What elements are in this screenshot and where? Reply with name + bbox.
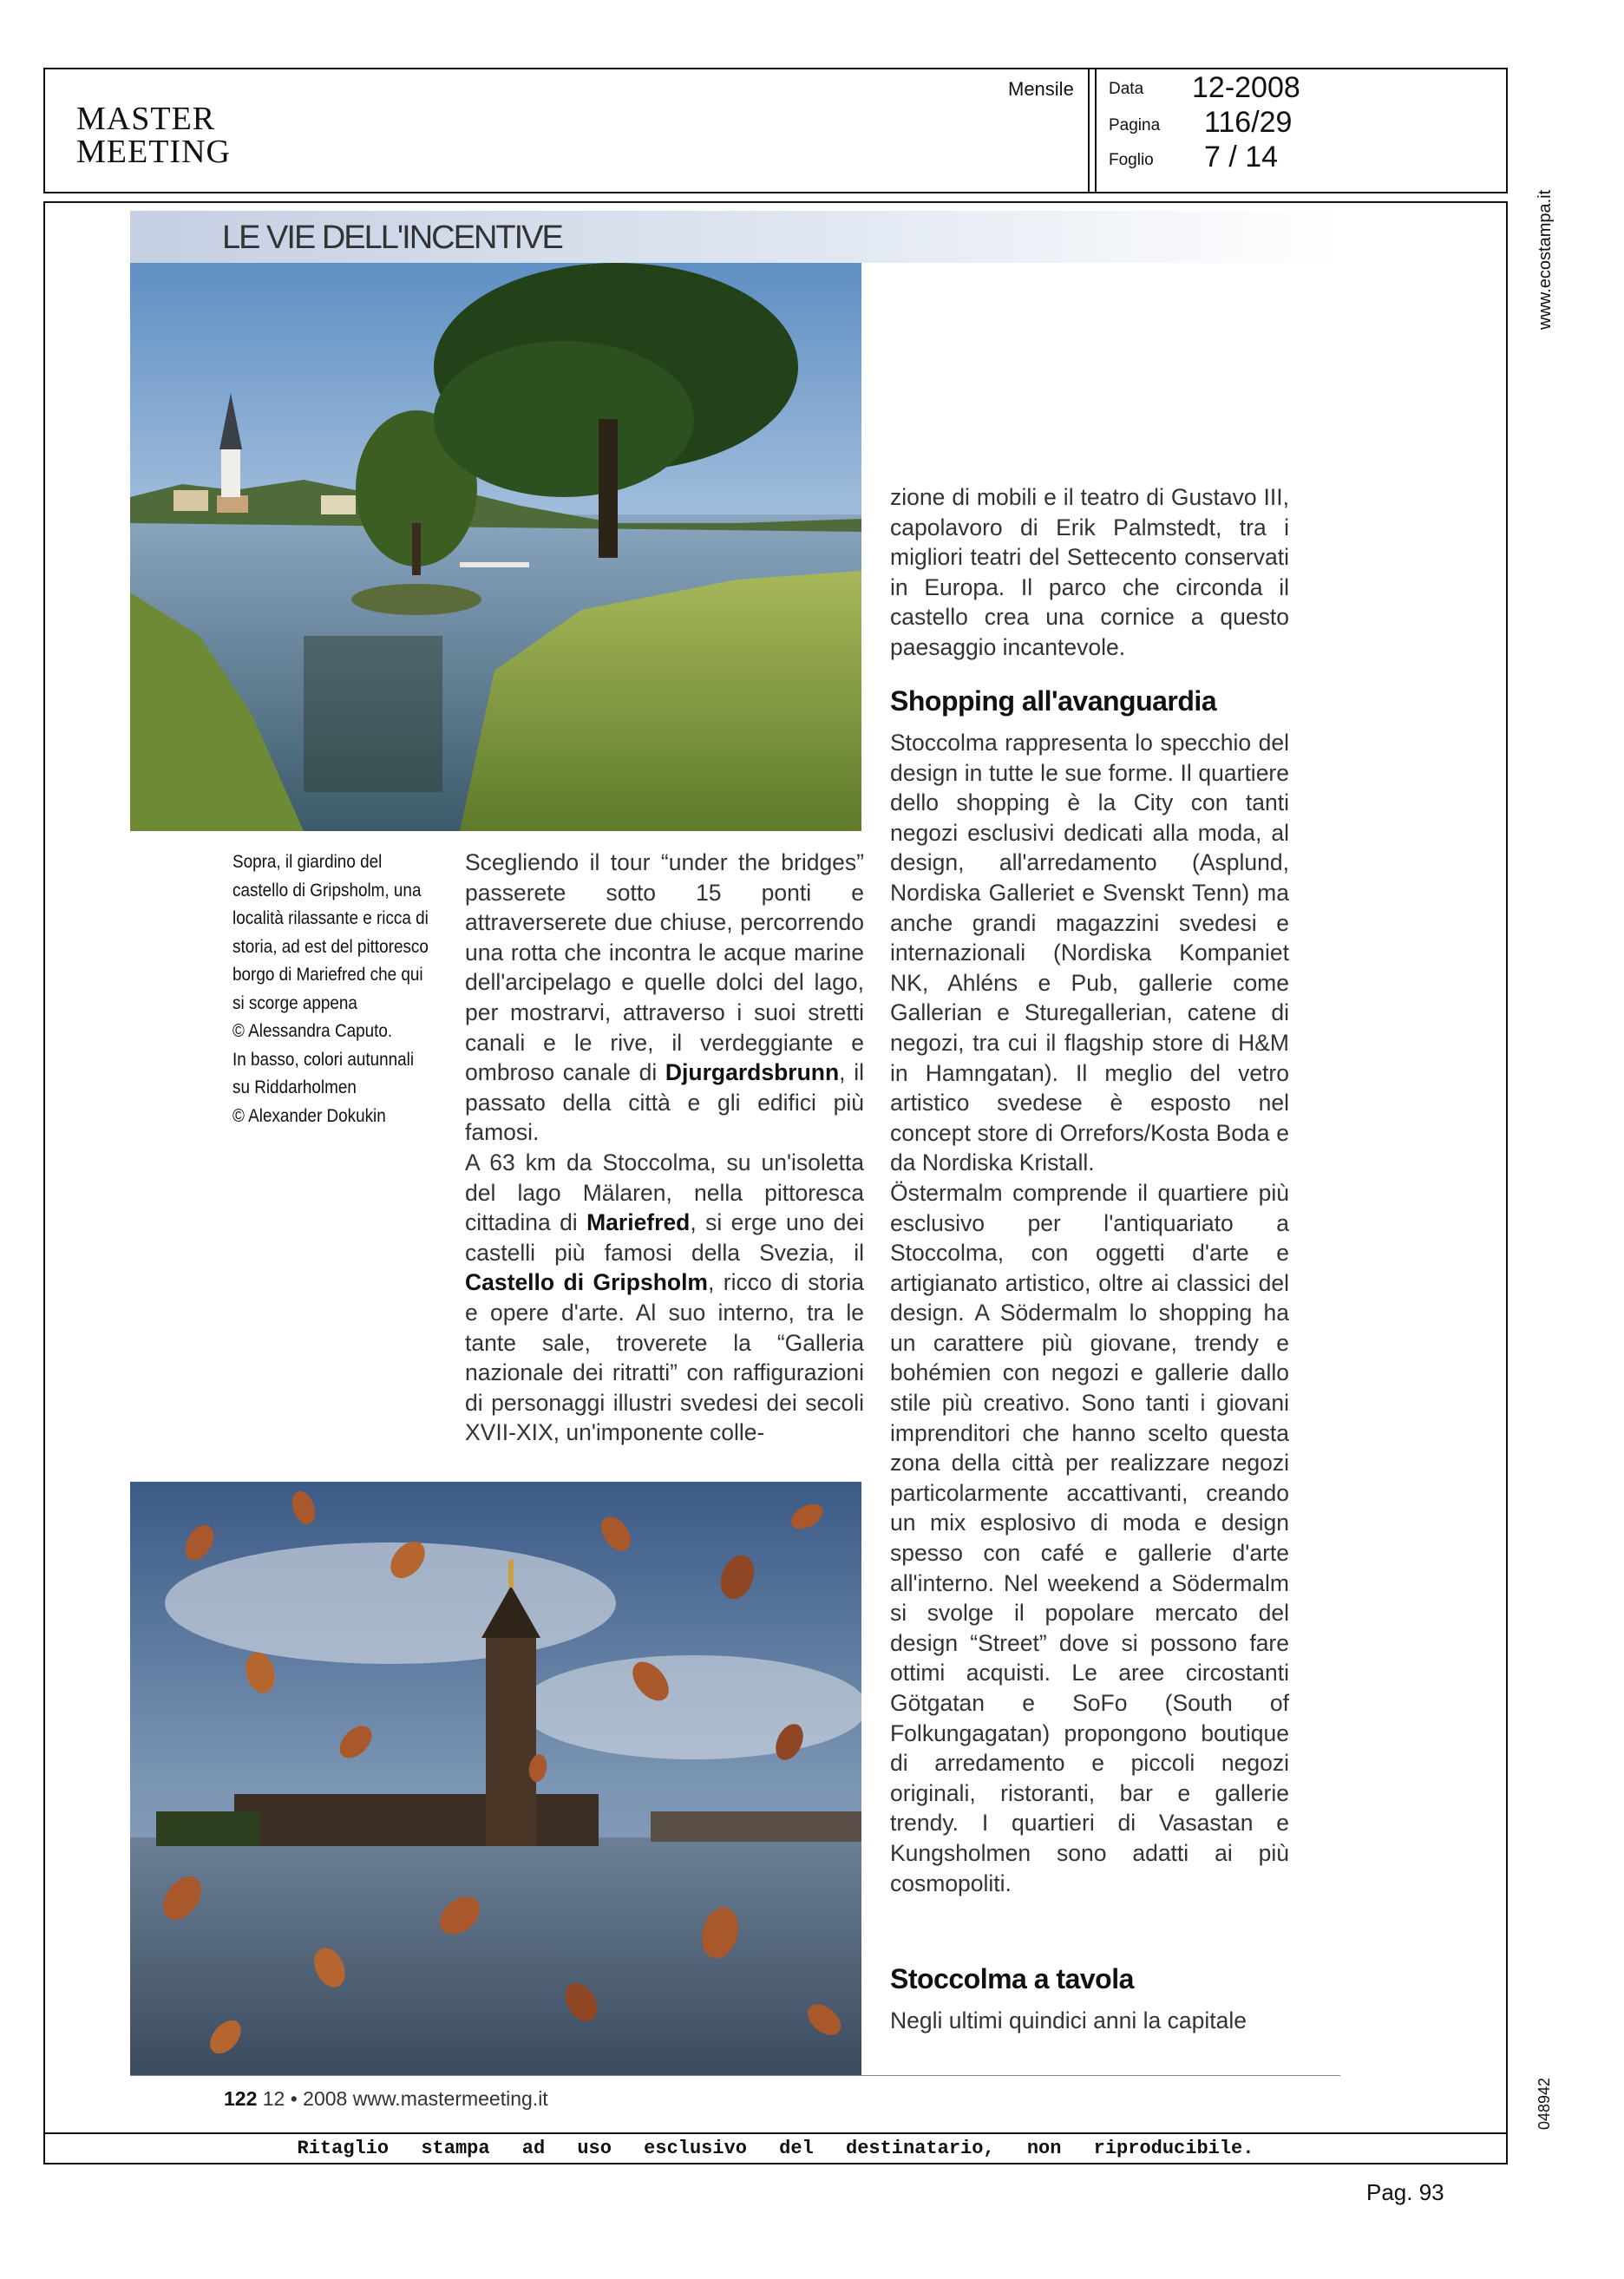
frequency-label: Mensile <box>1008 78 1074 100</box>
paragraph-mariefred: A 63 km da Stoccolma, su un'isoletta del lago Mälaren, nella pittoresca cittadina di Mariefred, si erge uno dei castelli più famosi della Svezia, il Castello di Gripsholm, ricco di storia e opere d'arte. Al suo interno, tra le tante sale, troverete la “Galleria nazionale dei ritratti” con raffigurazioni di personaggi illustri svedesi dei secoli XVII-XIX, un'imponente colle- <box>465 1149 864 1446</box>
caption-text-1: Sopra, il giardino del castello di Gripsholm, una località rilassante e ricca di storia, ad est del pittoresco borgo di Mariefred che qui si scorge appena <box>232 852 429 1013</box>
article-column-right-main <box>890 728 1289 1898</box>
data-value: 12-2008 <box>1192 71 1300 104</box>
logo-line-1: MASTER <box>76 101 216 137</box>
side-code: 048942 <box>1536 2077 1553 2130</box>
foglio-label: Foglio <box>1109 151 1154 169</box>
caption-credit-2: © Alexander Dokukin <box>232 1105 386 1126</box>
bold-djurgardsbrunn: Djurgardsbrunn <box>665 1059 840 1086</box>
notice-bar <box>45 2132 1506 2164</box>
side-url: www.ecostampa.it <box>1536 189 1555 330</box>
article-column-middle <box>465 848 864 1448</box>
logo-line-2: MEETING <box>76 134 231 170</box>
section-banner <box>130 211 1340 263</box>
photo-riddarholmen-leaves <box>130 1482 861 2075</box>
info-box <box>1088 68 1509 193</box>
caption-text-2: In basso, colori autunnali su Riddarholmen <box>232 1049 415 1097</box>
article-column-right-top <box>890 482 1289 663</box>
paragraph-shopping: Stoccolma rappresenta lo specchio del design in tutte le sue forme. Il quartiere dello shopping è la City con tanti negozi esclusivi dedicati alla moda, al design, all'arredamento (Asplund, Nordiska Galleriet e Svenskt Tenn) ma anche grandi magazzini svedesi e internazionali (Nordiska Kompaniet NK, Ahléns e Pub, gallerie come Gallerian e Sturegallerian, catene di negozi, tra cui il flagship store di H&M in Hamngatan). Il meglio del vetro artistico svedese è esposto nel concept store di Orrefors/Kosta Boda e da Nordiska Kristall. <box>890 730 1289 1176</box>
photo-gripsholm-lake <box>130 263 861 831</box>
page-number: Pag. 93 <box>1366 2179 1444 2205</box>
footer-issue: 12 • 2008 www.mastermeeting.it <box>262 2087 548 2110</box>
subheading-shopping: Shopping all'avanguardia <box>890 685 1217 717</box>
publication-logo <box>76 102 231 168</box>
pagina-label: Pagina <box>1109 116 1161 134</box>
notice-text: Ritaglio stampa ad uso esclusivo del destinatario, non riproducibile. <box>297 2138 1254 2159</box>
bold-castello: Castello di Gripsholm <box>465 1269 708 1296</box>
paragraph-tour: Scegliendo il tour “under the bridges” passerete sotto 15 ponti e attraverserete due chiuse, percorrendo una rotta che incontra le acque marine dell'arcipelago e quelle dolci del lago, per mostrarvi, attraverso i suoi stretti canali e le rive, il verdeggiante e ombroso canale di Djurgardsbrunn, il passato della città e gli edifici più famosi. <box>465 849 864 1146</box>
subheading-tavola: Stoccolma a tavola <box>890 1963 1134 1994</box>
paragraph-ostermalm: Östermalm comprende il quartiere più esclusivo per l'antiquariato a Stoccolma, con oggetti d'arte e artigianato artistico, oltre ai classici del design. A Södermalm lo shopping ha un carattere più giovane, trendy e bohémien con negozi e gallerie dallo stile più creativo. Sono tanti i giovani imprenditori che hanno scelto questa zona della città per realizzare negozi particolarmente accattivanti, creando un mix esplosivo di moda e design spesso con café e gallerie d'arte all'interno. Nel weekend a Södermalm si svolge il popolare mercato del design “Street” dove si possono fare ottimi acquisti. Le aree circostanti Götgatan e SoFo (South of Folkungagatan) propongono boutique di arredamento e piccoli negozi originali, ristoranti, bar e gallerie trendy. I quartieri di Vasastan e Kungsholmen sono adatti ai più cosmopoliti. <box>890 1179 1289 1896</box>
data-label: Data <box>1109 80 1144 98</box>
article-column-right-end <box>890 2006 1289 2036</box>
footer-line <box>224 2087 548 2111</box>
pagina-value: 116/29 <box>1204 106 1293 139</box>
photo-caption <box>232 848 432 1130</box>
paragraph-mobili: zione di mobili e il teatro di Gustavo III, capolavoro di Erik Palmstedt, tra i migliori teatri del Settecento conservati in Europa. Il parco che circonda il castello crea una cornice a questo paesaggio incantevole. <box>890 484 1289 660</box>
bold-mariefred: Mariefred <box>586 1209 691 1236</box>
section-title: LE VIE DELL'INCENTIVE <box>222 219 562 256</box>
footer-page-number: 122 <box>224 2087 258 2110</box>
foglio-value: 7 / 14 <box>1204 141 1279 174</box>
footer-rule <box>130 2075 1340 2076</box>
caption-credit-1: © Alessandra Caputo. <box>232 1021 393 1041</box>
paragraph-tavola: Negli ultimi quindici anni la capitale <box>890 2007 1247 2033</box>
